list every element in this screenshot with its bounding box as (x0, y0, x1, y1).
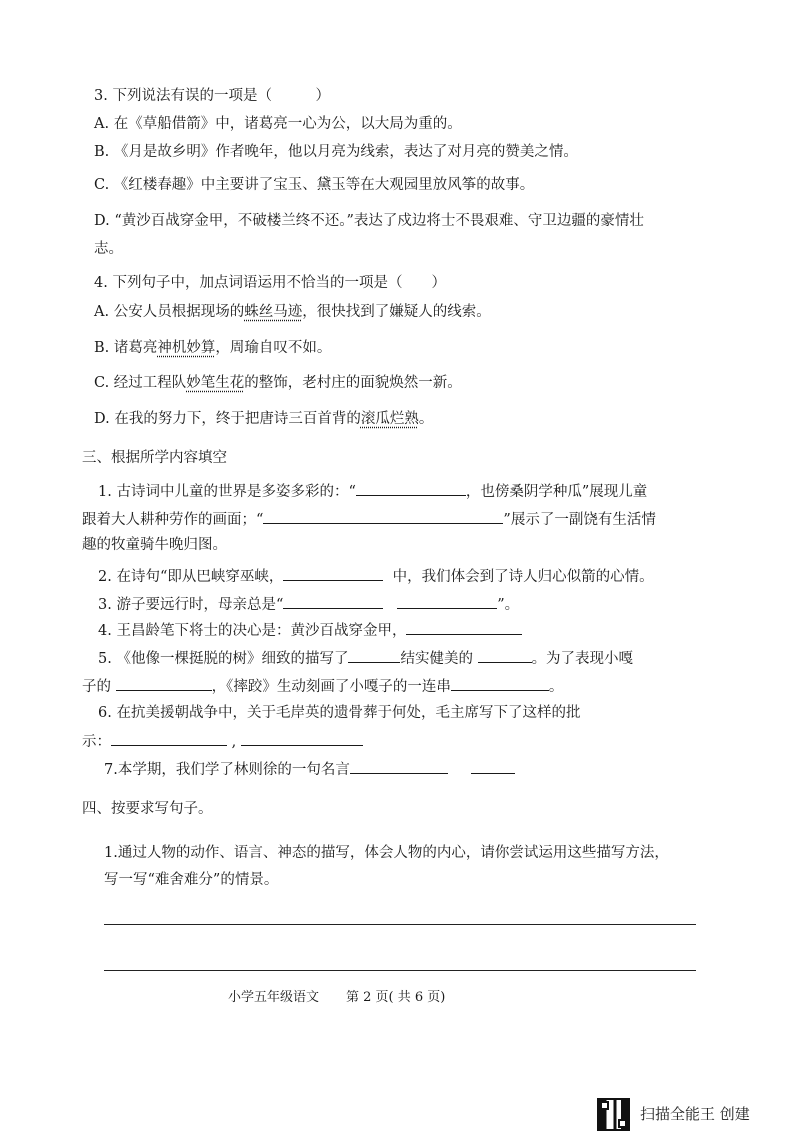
q4-b-pre: B. 诸葛亮 (94, 340, 158, 356)
section4-title: 四、按要求写句子。 (82, 801, 213, 817)
answer-line-1[interactable] (104, 924, 696, 925)
fill2-text-a: 2. 在诗句“即从巴峡穿巫峡， (98, 569, 284, 585)
write1-line1: 1.通过人物的动作、语言、神态的描写，体会人物的内心，请你尝试运用这些描写方法， (104, 845, 669, 861)
q3-option-b: B. 《月是故乡明》作者晚年，他以月亮为线索，表达了对月亮的赞美之情。 (94, 144, 578, 160)
q4-option-a (94, 302, 491, 322)
q4-a-post: ，很快找到了嫌疑人的线索。 (302, 304, 491, 320)
scanner-watermark: 扫描全能王 创建 (640, 1105, 750, 1123)
q3-option-a: A. 在《草船借箭》中，诸葛亮一心为公，以大局为重的。 (94, 116, 462, 132)
fill5-text-e: ，《摔跤》生动刻画了小嘎子的一连串 (211, 679, 451, 695)
q3-option-d-line2: 志。 (94, 241, 123, 257)
q3-option-d-line1: D. “黄沙百战穿金甲，不破楼兰终不还。”表达了戍边将士不畏艰难、守卫边疆的豪情壮 (94, 213, 644, 229)
q4-c-word: 妙笔生花 (186, 375, 245, 391)
fill1-text-d: ”展示了一副饶有生活情 (503, 512, 656, 528)
fill5-text-d: 子的 (82, 679, 111, 695)
q4-c-post: 的整饰，老村庄的面貌焕然一新。 (244, 375, 462, 391)
fill1-line1 (98, 481, 647, 502)
fill4-blank[interactable] (406, 620, 522, 635)
q4-d-word: 滚瓜烂熟 (360, 411, 419, 427)
fill6-line1: 6. 在抗美援朝战争中，关于毛岸英的遗骨葬于何处，毛主席写下了这样的批 (98, 705, 581, 721)
q3-option-c: C. 《红楼春趣》中主要讲了宝玉、黛玉等在大观园里放风筝的故事。 (94, 177, 535, 193)
q4-stem: 4. 下列句子中，加点词语运用不恰当的一项是（ ） (94, 275, 446, 291)
fill2-blank[interactable] (283, 566, 383, 581)
q4-option-d (94, 409, 433, 429)
fill5-text-c: 。为了表现小嘎 (531, 651, 634, 667)
fill5-line1 (98, 648, 633, 669)
q3-stem: 3. 下列说法有误的一项是（ ） (94, 88, 330, 104)
write1-line2: 写一写“难舍难分”的情景。 (104, 872, 279, 888)
fill7-text-a: 7.本学期，我们学了林则徐的一句名言 (104, 762, 350, 778)
fill3 (98, 594, 519, 615)
fill4-text-a: 4. 王昌龄笔下将士的决心是：黄沙百战穿金甲， (98, 623, 407, 639)
qr-code-icon (597, 1098, 630, 1131)
fill3-blank-1[interactable] (283, 594, 383, 609)
fill6-text-b: 示： (82, 734, 111, 750)
fill5-text-b: 结实健美的 (400, 651, 473, 667)
fill5-text-f: 。 (548, 679, 564, 695)
fill3-blank-2[interactable] (397, 594, 497, 609)
q4-b-word: 神机妙算 (157, 340, 216, 356)
fill2-text-b: 中，我们体会到了诗人归心似箭的心情。 (392, 569, 654, 585)
q4-c-pre: C. 经过工程队 (94, 375, 187, 391)
fill3-text-a: 3. 游子要远行时，母亲总是“ (98, 597, 284, 613)
fill7-blank-1[interactable] (350, 759, 448, 774)
fill2 (98, 566, 654, 587)
fill3-text-b: ”。 (497, 597, 520, 613)
fill1-text-a: 1. 古诗词中儿童的世界是多姿多彩的：“ (98, 484, 356, 500)
section3-title: 三、根据所学内容填空 (82, 450, 227, 466)
fill5-blank-1[interactable] (348, 648, 400, 663)
fill1-text-c: 跟着大人耕种劳作的画面；“ (82, 512, 264, 528)
fill5-text-a: 5. 《他像一棵挺脱的树》细致的描写了 (98, 651, 349, 667)
fill7 (104, 759, 515, 780)
q4-d-pre: D. 在我的努力下，终于把唐诗三百首背的 (94, 411, 361, 427)
fill1-blank-1[interactable] (356, 481, 466, 496)
fill1-line2 (82, 509, 656, 530)
fill6-blank-2[interactable] (241, 731, 363, 746)
q4-b-post: ，周瑜自叹不如。 (215, 340, 332, 356)
answer-line-2[interactable] (104, 970, 696, 971)
footer-page-number: 第 2 页( 共 6 页) (346, 990, 446, 1005)
fill6-blank-1[interactable] (111, 731, 227, 746)
q4-option-c (94, 373, 462, 393)
fill5-blank-4[interactable] (451, 676, 549, 691)
fill1-text-b: ，也傍桑阴学种瓜”展现儿童 (465, 484, 648, 500)
fill1-line3: 趣的牧童骑牛晚归图。 (82, 537, 227, 553)
q4-a-pre: A. 公安人员根据现场的 (94, 304, 245, 320)
q4-a-word: 蛛丝马迹 (244, 304, 303, 320)
fill6-line2: 示： , (82, 731, 363, 752)
fill4 (98, 620, 522, 641)
fill5-line2 (82, 676, 563, 697)
fill7-blank-2[interactable] (471, 759, 515, 774)
q4-d-post: 。 (418, 411, 434, 427)
fill5-blank-3[interactable] (116, 676, 212, 691)
fill1-blank-2[interactable] (263, 509, 503, 524)
footer-subject: 小学五年级语文 (228, 990, 320, 1005)
fill5-blank-2[interactable] (478, 648, 532, 663)
q4-option-b (94, 338, 331, 358)
